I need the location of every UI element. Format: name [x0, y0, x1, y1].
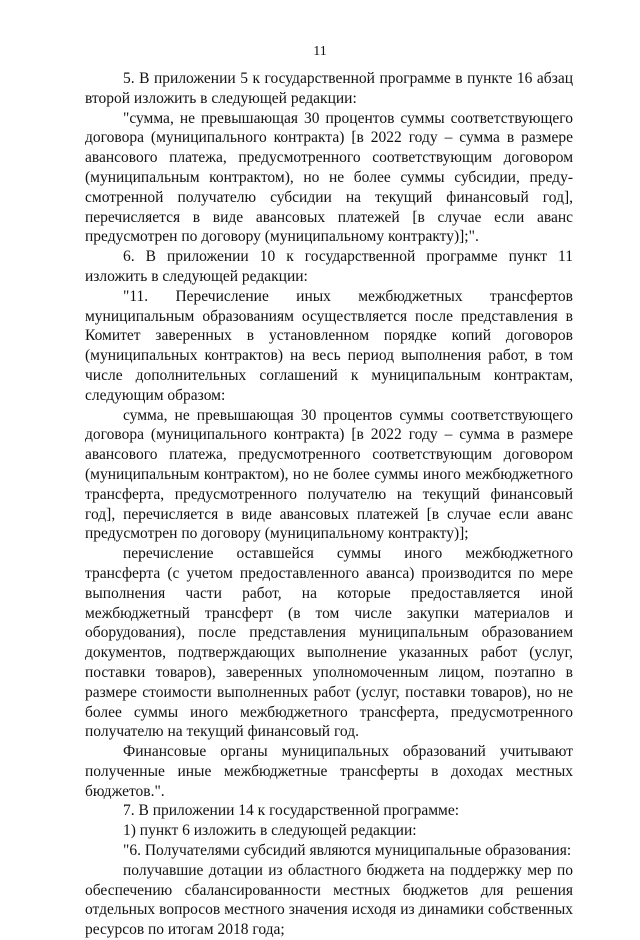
- page-number: 11: [313, 44, 327, 59]
- paragraph: сумма, не превышающая 30 процентов суммы соответствующего договора (муниципального контракта) [в 2022 году – сумма в размере авансового платежа, предусмотренного соответствующим договором (муниципальным контрактом), но не более суммы иного межбюджетного трансферта, предусмотренного получателю на текущий финансовый год], перечисляется в виде авансовых платежей [в случае если аванс предусмотрен по договору (муниципальному контракту)];: [85, 406, 573, 543]
- paragraph: 7. В приложении 14 к государственной программе:: [123, 802, 460, 820]
- paragraph: "6. Получателями субсидий являются муниципальные образования:: [123, 842, 572, 860]
- paragraph: получавшие дотации из областного бюджета на поддержку мер по обеспечению сбалансированности местных бюджетов для решения отдельных вопросов местного значения исходя из динамики собственных ресурсов по итогам 2018 года;: [85, 861, 573, 939]
- paragraph: Финансовые органы муниципальных образований учитывают полученные иные межбюджетные трансферты в доходах местных бюджетов.".: [85, 743, 573, 800]
- paragraph: "11. Перечисление иных межбюджетных трансфертов муниципальным образованиям осуществляется после представления в Комитет заверенных в установленном порядке копий договоров (муниципальных контрактов) на весь период выполнения работ, в том числе дополнительных соглашений к муниципальным контрактам, следующим образом:: [85, 287, 573, 404]
- document-body: [85, 69, 573, 940]
- paragraph: 6. В приложении 10 к государственной программе пункт 11 изложить в следующей редакции:: [85, 248, 573, 285]
- paragraph: "сумма, не превышающая 30 процентов суммы соответствующего договора (муниципального контракта) [в 2022 году – сумма в размере авансового платежа, предусмотренного соответствующим договором (муниципальным контрактом), но не более суммы субсидии, предусмотренной получателю субсидии на текущий финансовый год], перечисляется в виде авансовых платежей [в случае если аванс предусмотрен по договору (муниципальному контракту)];".: [85, 109, 573, 246]
- paragraph: 5. В приложении 5 к государственной программе в пункте 16 абзац второй изложить в следующей редакции:: [85, 70, 573, 107]
- paragraph: 1) пункт 6 изложить в следующей редакции:: [123, 822, 417, 840]
- paragraph: перечисление оставшейся суммы иного межбюджетного трансферта (с учетом предоставленного аванса) производится по мере выполнения части работ, на которые предоставляется иной межбюджетный трансферт (в том числе закупки материалов и оборудования), после представления муниципальным образованием документов, подтверждающих выполнение указанных работ (услуг, поставки товаров), заверенных уполномоченным лицом, поэтапно в размере стоимости выполненных работ (услуг, поставки товаров), но не более суммы иного межбюджетного трансферта, предусмотренного получателю на текущий финансовый год.: [85, 545, 573, 741]
